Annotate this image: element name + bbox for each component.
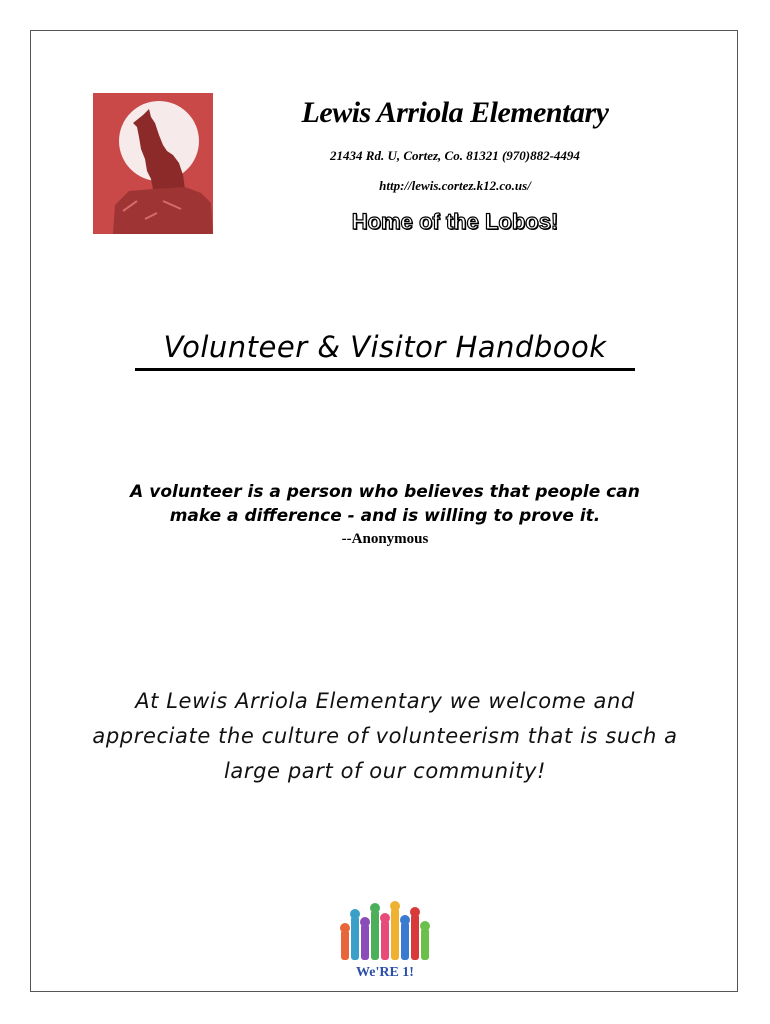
handbook-title: Volunteer & Visitor Handbook	[163, 330, 607, 364]
were-one-logo	[335, 896, 435, 980]
welcome-line-1: At Lewis Arriola Elementary we welcome and	[135, 689, 635, 713]
welcome-line-3: large part of our community!	[223, 759, 547, 783]
raised-hands-icon	[340, 901, 430, 960]
quote-author: --Anonymous	[341, 531, 429, 547]
school-url[interactable]: http://lewis.cortez.k12.co.us/	[379, 178, 531, 193]
rock-icon	[113, 187, 213, 234]
school-name: Lewis Arriola Elementary	[301, 96, 609, 129]
quote-line-2: make a difference - and is willing to prove it.	[169, 506, 601, 526]
welcome-message	[80, 684, 690, 789]
were-one-text: We'RE 1!	[356, 965, 414, 980]
quote-line-1: A volunteer is a person who believes that people can	[130, 482, 640, 502]
school-address: 21434 Rd. U, Cortez, Co. 81321 (970)882-4494	[330, 148, 580, 163]
welcome-line-2: appreciate the culture of volunteerism that is such a	[92, 724, 678, 748]
tagline: Home of the Lobos!	[351, 209, 559, 234]
volunteer-quote	[90, 480, 680, 528]
title-underline	[135, 368, 635, 371]
wolf-moon-logo	[93, 93, 213, 234]
